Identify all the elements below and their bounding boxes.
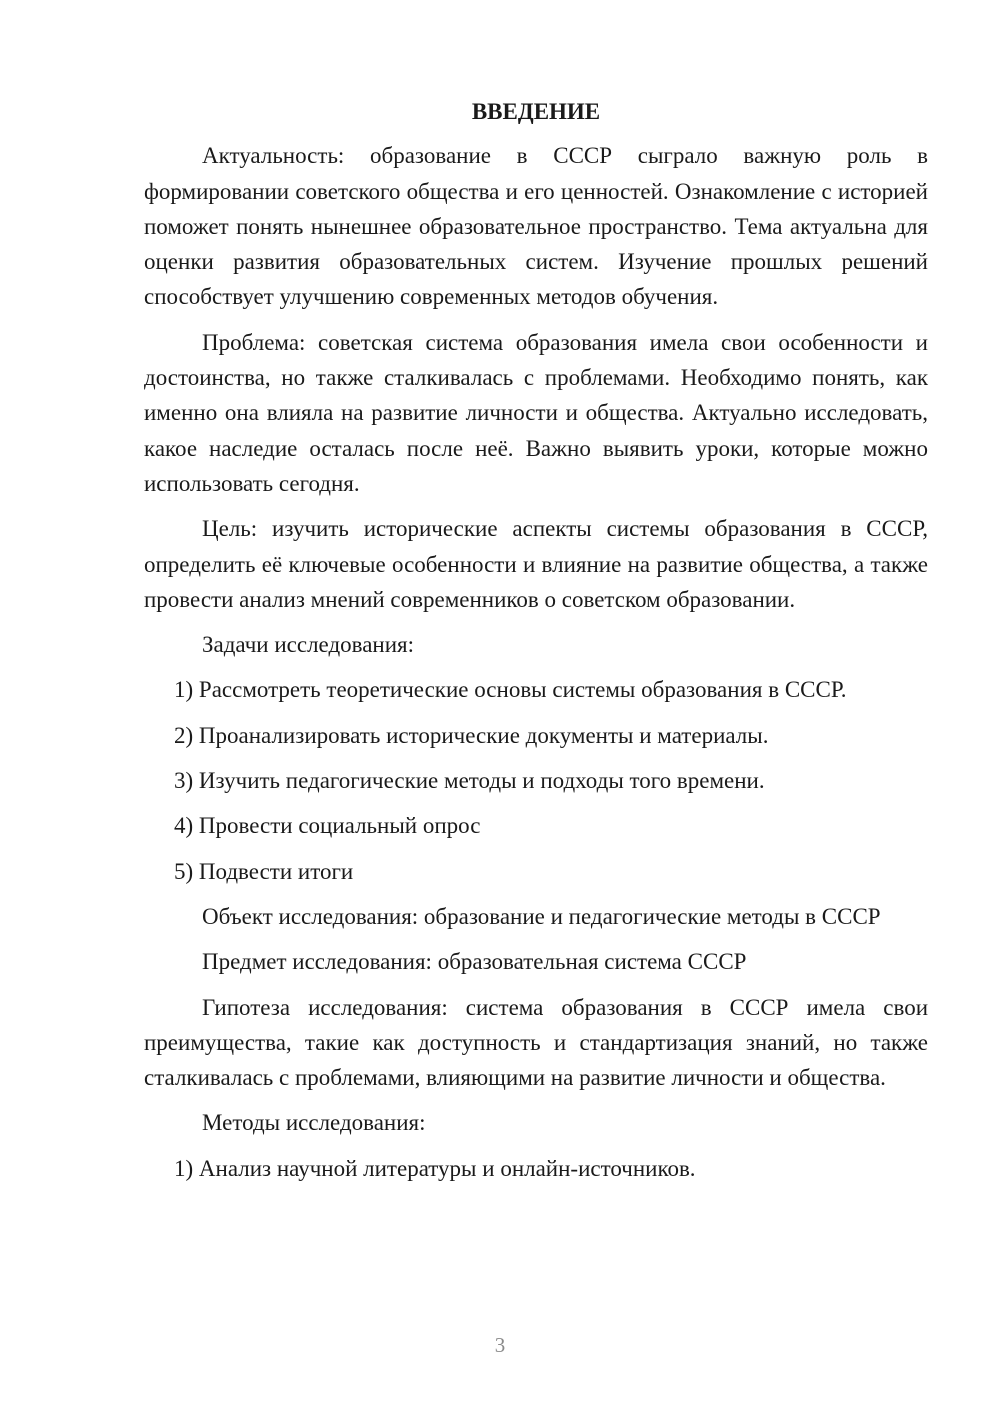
document-page [144, 94, 928, 1196]
list-item: 3) Изучить педагогические методы и подходы того времени. [174, 768, 765, 794]
list-item: 4) Провести социальный опрос [174, 813, 481, 839]
tasks-list [144, 672, 928, 888]
list-item: 1) Анализ научной литературы и онлайн-источников. [174, 1155, 696, 1181]
relevance-paragraph: Актуальность: образование в СССР сыграло важную роль в формировании советского общества и его ценностей. Ознакомление с историей поможет понять нынешнее образовательное пространство. Тема актуальна для оценки развития образовательных систем. Изучение прошлых решений способствует улучшению современных методов обучения. [144, 143, 928, 310]
hypothesis-paragraph: Гипотеза исследования: система образования в СССР имела свои преимущества, такие как доступность и стандартизация знаний, но также сталкивалась с проблемами, влияющими на развитие личности и общества. [144, 994, 928, 1091]
list-item: 2) Проанализировать исторические документы и материалы. [174, 722, 769, 748]
object-paragraph: Объект исследования: образование и педагогические методы в СССР [202, 903, 881, 929]
page-title: ВВЕДЕНИЕ [471, 99, 601, 124]
methods-heading: Методы исследования: [202, 1110, 426, 1136]
page-number: 3 [494, 1333, 506, 1357]
tasks-heading: Задачи исследования: [202, 632, 415, 658]
problem-paragraph: Проблема: советская система образования имела свои особенности и достоинства, но также сталкивалась с проблемами. Необходимо понять, как именно она влияла на развитие личности и общества. Актуально исследовать, какое наследие осталась после неё. Важно выявить уроки, которые можно использовать сегодня. [144, 329, 928, 496]
methods-list [144, 1151, 928, 1186]
list-item: 1) Рассмотреть теоретические основы системы образования в СССР. [174, 677, 847, 703]
goal-paragraph: Цель: изучить исторические аспекты системы образования в СССР, определить её ключевые особенности и влияние на развитие общества, а также провести анализ мнений современников о советском образовании. [144, 516, 928, 612]
list-item: 5) Подвести итоги [174, 858, 354, 884]
subject-paragraph: Предмет исследования: образовательная система СССР [202, 949, 747, 975]
